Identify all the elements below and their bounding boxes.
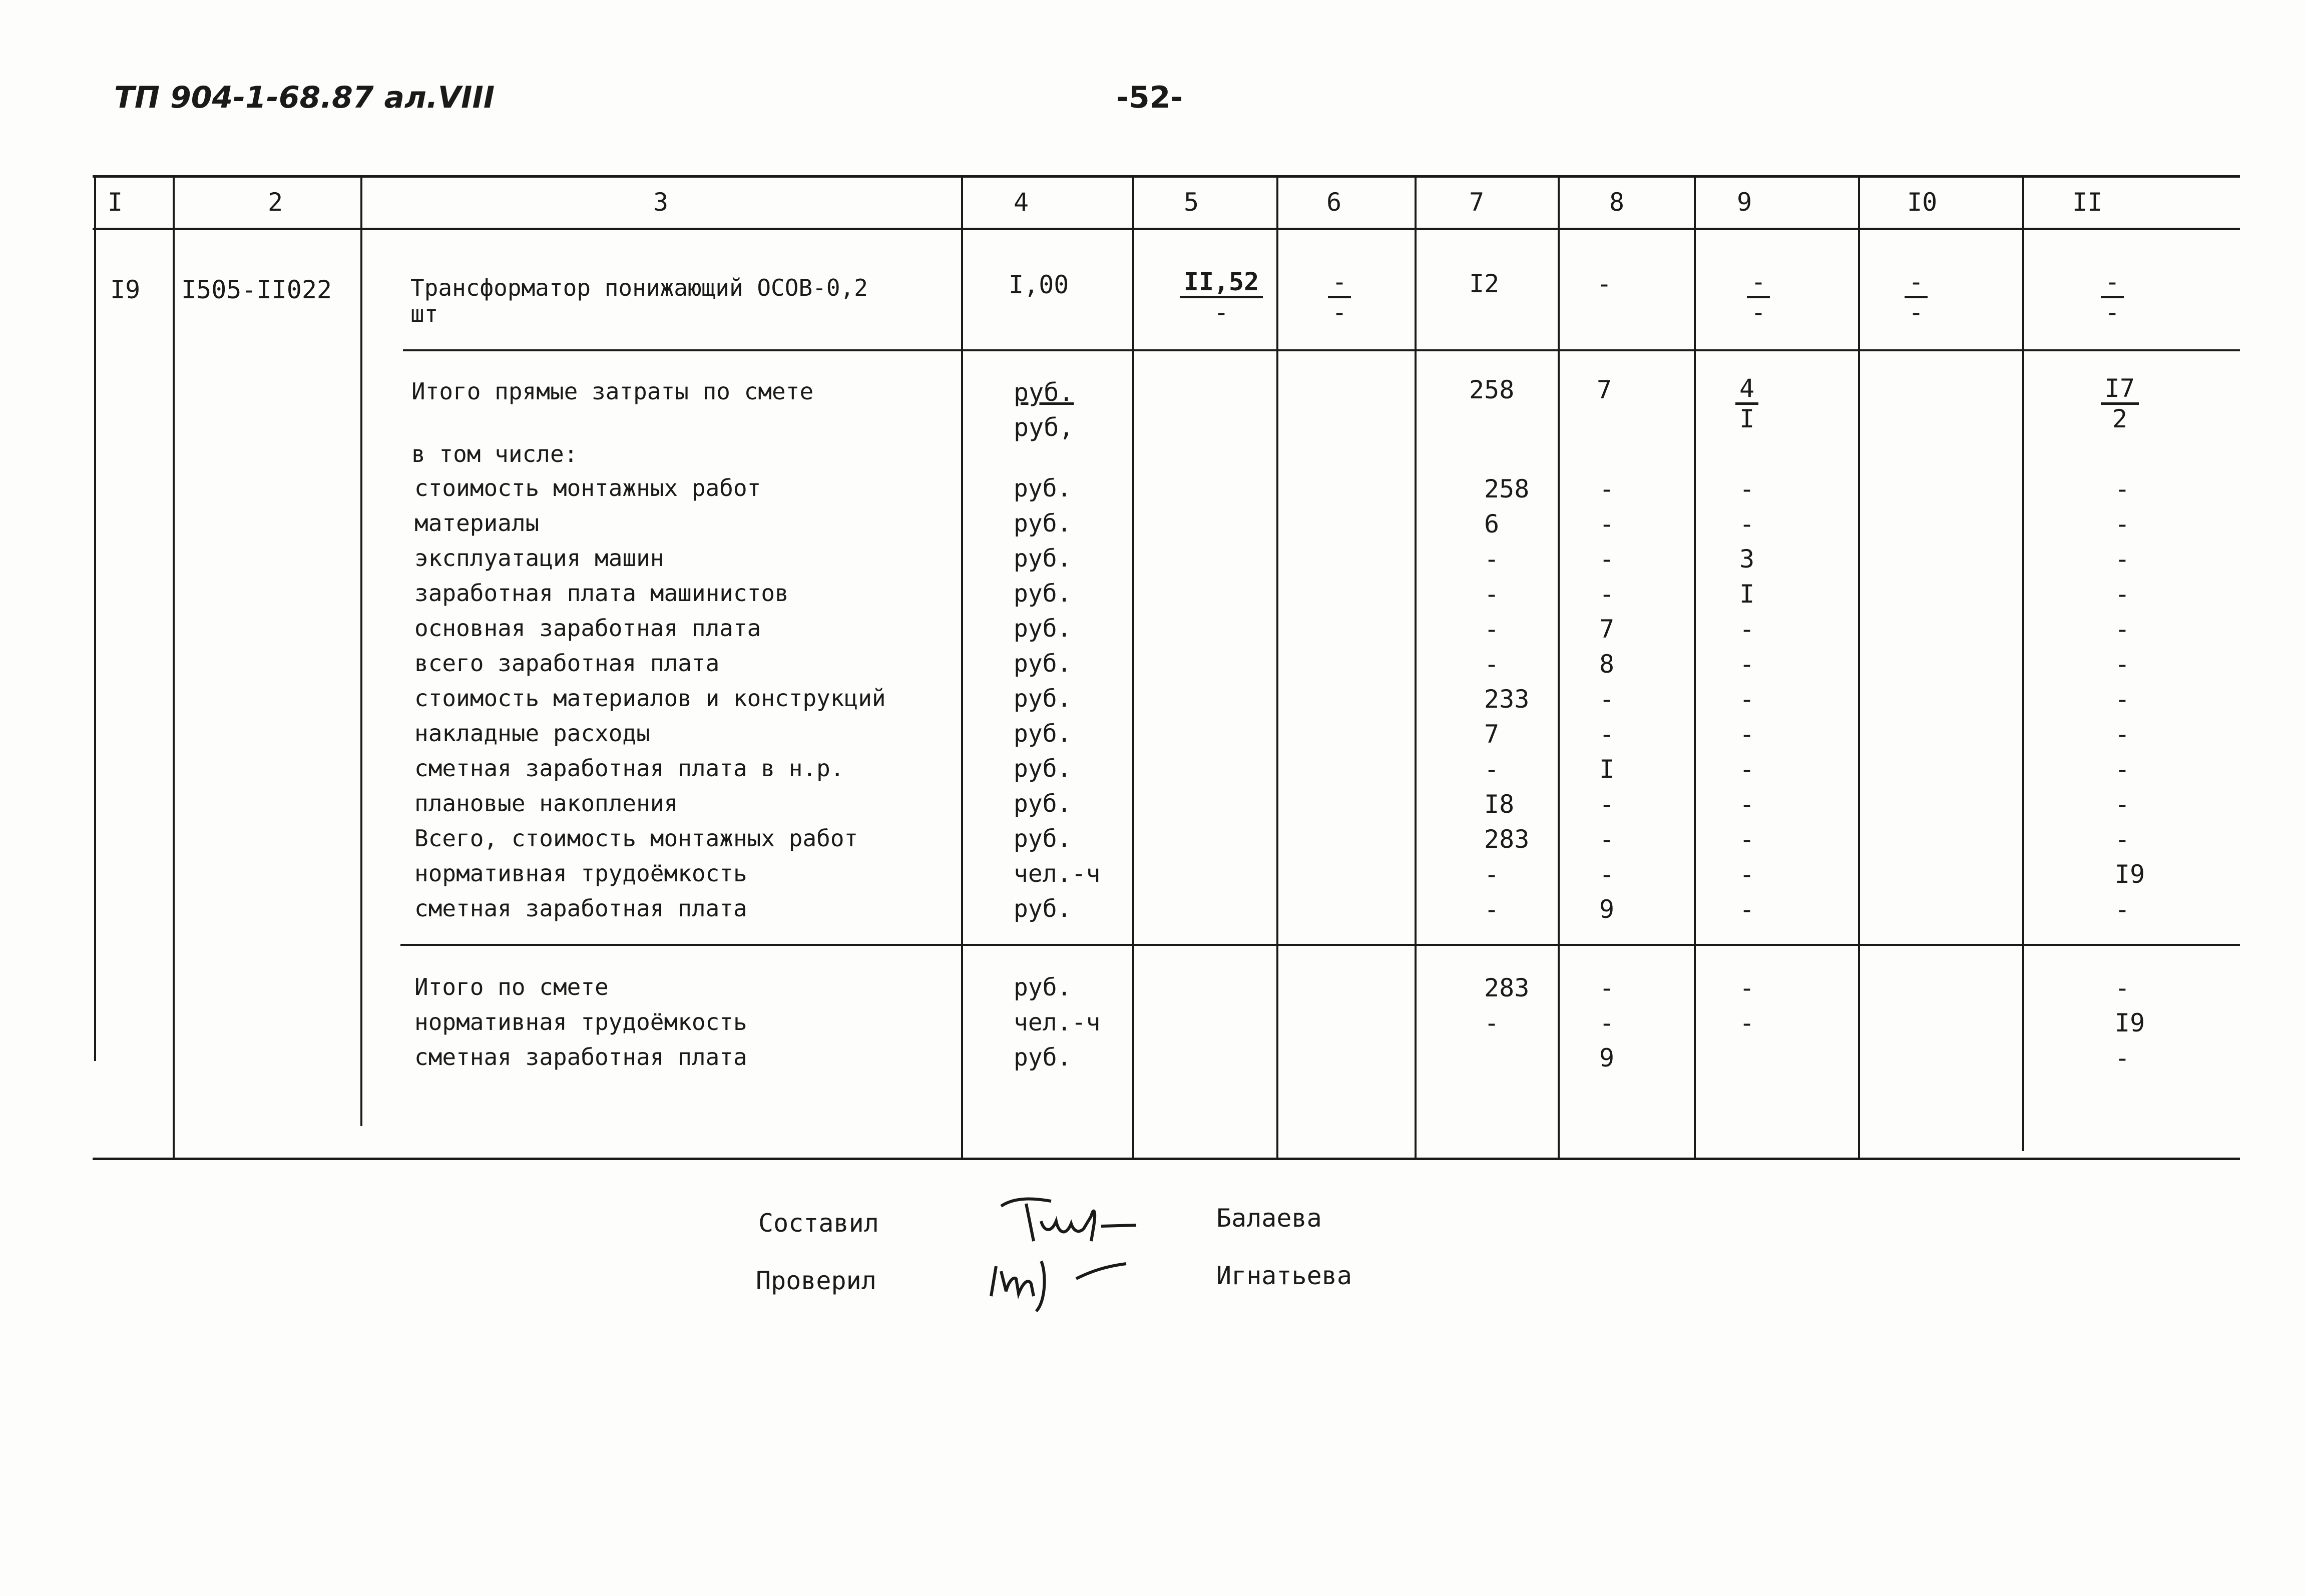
document-code: ТП 904-1-68.87 ал.VIII — [114, 80, 495, 115]
page-number: -52- — [1116, 80, 1183, 115]
col8-value: - — [1597, 269, 1612, 298]
row-label: всего заработная плата — [414, 650, 720, 677]
row-col7: 283 — [1484, 973, 1530, 1002]
row-col8: 9 — [1599, 1043, 1615, 1073]
row-col9: - — [1739, 650, 1755, 679]
including-label: в том числе: — [411, 440, 578, 467]
row-col8: - — [1599, 685, 1615, 714]
item-name: Трансформатор понижающий ОСОВ-0,2 — [410, 274, 868, 301]
row-col7: 283 — [1484, 825, 1530, 854]
row-col7: - — [1484, 1008, 1500, 1037]
row-col9: - — [1739, 973, 1755, 1002]
row-col9: - — [1739, 790, 1755, 819]
compiled-name: Балаева — [1216, 1204, 1322, 1233]
row-col9: I — [1739, 580, 1755, 609]
total-direct-label: Итого прямые затраты по смете — [411, 378, 814, 405]
row-col11: I9 — [2115, 860, 2145, 889]
col6-bottom: - — [1331, 298, 1347, 327]
row-col11: - — [2115, 973, 2130, 1002]
row-label: сметная заработная плата — [414, 1043, 747, 1071]
row-unit: руб. — [1014, 545, 1072, 573]
row-unit: руб. — [1014, 895, 1072, 923]
row-col11: - — [2115, 825, 2130, 854]
compiled-label: Составил — [758, 1209, 879, 1238]
column-number: 6 — [1326, 188, 1342, 217]
col9-bottom: - — [1750, 298, 1766, 327]
row-col8: - — [1599, 1008, 1615, 1037]
row-col8: 9 — [1599, 895, 1615, 924]
row-col11: - — [2115, 474, 2130, 503]
row-label: сметная заработная плата — [414, 895, 747, 922]
row-unit: руб. — [1014, 650, 1072, 678]
column-number: 8 — [1609, 188, 1625, 217]
column-number: 7 — [1469, 188, 1485, 217]
row-col11: - — [2115, 1043, 2130, 1073]
row-col8: - — [1599, 860, 1615, 889]
rate-code: I505-II022 — [181, 275, 332, 304]
total-direct-col11-bottom: 2 — [2112, 404, 2128, 433]
column-number: I — [108, 188, 123, 217]
column-number: 3 — [653, 188, 669, 217]
item-unit: шт — [410, 300, 438, 327]
row-col9: - — [1739, 860, 1755, 889]
row-col7: - — [1484, 860, 1500, 889]
row-label: плановые накопления — [414, 790, 678, 817]
total-direct-unit-2: руб, — [1014, 413, 1074, 442]
row-col9: - — [1739, 1008, 1755, 1037]
row-label: стоимость монтажных работ — [414, 474, 761, 501]
row-label: эксплуатация машин — [414, 545, 664, 572]
column-number: 5 — [1184, 188, 1199, 217]
row-unit: руб. — [1014, 580, 1072, 608]
total-direct-col7: 258 — [1469, 375, 1515, 404]
row-col8: I — [1599, 755, 1615, 784]
row-col7: 233 — [1484, 685, 1530, 714]
row-col7: - — [1484, 895, 1500, 924]
row-col8: - — [1599, 973, 1615, 1002]
total-direct-col9-bottom: I — [1739, 404, 1755, 433]
col11-top: - — [2101, 268, 2124, 298]
row-unit: руб. — [1014, 973, 1072, 1001]
row-col11: - — [2115, 650, 2130, 679]
col5-bottom: - — [1213, 298, 1229, 327]
column-number: 2 — [268, 188, 283, 217]
col11-bottom: - — [2104, 298, 2120, 327]
row-unit: руб. — [1014, 474, 1072, 502]
row-col8: 8 — [1599, 650, 1615, 679]
row-label: заработная плата машинистов — [414, 580, 789, 607]
total-direct-col11 — [2070, 374, 2170, 433]
column-number: I0 — [1907, 188, 1938, 217]
col5-top: II,52 — [1180, 268, 1263, 298]
row-col7: - — [1484, 615, 1500, 644]
row-unit: руб. — [1014, 615, 1072, 643]
row-unit: чел.-ч — [1014, 860, 1101, 888]
row-col11: - — [2115, 509, 2130, 539]
row-col9: - — [1739, 825, 1755, 854]
row-col9: - — [1739, 474, 1755, 503]
row-col7: 6 — [1484, 509, 1500, 539]
column-number: II — [2072, 188, 2103, 217]
row-col7: - — [1484, 580, 1500, 609]
row-col8: - — [1599, 474, 1615, 503]
row-col11: - — [2115, 755, 2130, 784]
row-col7: 7 — [1484, 720, 1500, 749]
row-col11: - — [2115, 720, 2130, 749]
checked-signature-icon — [981, 1241, 1146, 1316]
row-col8: 7 — [1599, 615, 1615, 644]
row-col9: - — [1739, 615, 1755, 644]
row-label: Всего, стоимость монтажных работ — [414, 825, 858, 852]
checked-label: Проверил — [756, 1266, 876, 1295]
col9-fraction — [1708, 268, 1808, 326]
row-col9: - — [1739, 895, 1755, 924]
col10-fraction — [1866, 268, 1966, 326]
row-label: накладные расходы — [414, 720, 650, 747]
col7-value: I2 — [1469, 269, 1500, 298]
row-col7: I8 — [1484, 790, 1515, 819]
row-col8: - — [1599, 790, 1615, 819]
row-col7: 258 — [1484, 474, 1530, 503]
row-col8: - — [1599, 509, 1615, 539]
row-col9: - — [1739, 720, 1755, 749]
row-col11: - — [2115, 685, 2130, 714]
row-col11: I9 — [2115, 1008, 2145, 1037]
column-number: 4 — [1014, 188, 1029, 217]
col9-top: - — [1747, 268, 1770, 298]
row-unit: руб. — [1014, 720, 1072, 748]
col10-top: - — [1905, 268, 1928, 298]
total-direct-col8: 7 — [1597, 375, 1612, 404]
total-direct-col9-top: 4 — [1735, 374, 1758, 405]
row-unit: руб. — [1014, 685, 1072, 713]
col6-top: - — [1328, 268, 1351, 298]
col5-fraction — [1171, 268, 1271, 326]
row-col8: - — [1599, 720, 1615, 749]
row-col11: - — [2115, 580, 2130, 609]
row-col9: - — [1739, 509, 1755, 539]
row-unit: руб. — [1014, 755, 1072, 783]
col11-fraction — [2062, 268, 2162, 326]
row-unit: руб. — [1014, 825, 1072, 853]
row-unit: руб. — [1014, 509, 1072, 538]
row-label: Итого по смете — [414, 973, 609, 1000]
row-col11: - — [2115, 545, 2130, 574]
row-label: материалы — [414, 509, 540, 537]
column-number: 9 — [1737, 188, 1752, 217]
row-unit: руб. — [1014, 790, 1072, 818]
row-col7: - — [1484, 650, 1500, 679]
row-col8: - — [1599, 825, 1615, 854]
row-col7: - — [1484, 755, 1500, 784]
row-col8: - — [1599, 580, 1615, 609]
row-label: стоимость материалов и конструкций — [414, 685, 886, 712]
row-unit: руб. — [1014, 1043, 1072, 1072]
row-label: основная заработная плата — [414, 615, 761, 642]
item-quantity: I,00 — [1009, 270, 1069, 299]
checked-name: Игнатьева — [1216, 1261, 1352, 1290]
col10-bottom: - — [1908, 298, 1924, 327]
row-col11: - — [2115, 790, 2130, 819]
row-label: сметная заработная плата в н.р. — [414, 755, 844, 782]
row-label: нормативная трудоёмкость — [414, 860, 747, 887]
total-direct-col11-top: I7 — [2101, 374, 2139, 405]
row-col9: 3 — [1739, 545, 1755, 574]
col6-fraction — [1289, 268, 1390, 326]
row-col11: - — [2115, 895, 2130, 924]
row-col9: - — [1739, 755, 1755, 784]
row-col7: - — [1484, 545, 1500, 574]
total-direct-col9 — [1697, 374, 1797, 433]
row-label: нормативная трудоёмкость — [414, 1008, 747, 1035]
row-col9: - — [1739, 685, 1755, 714]
position-number: I9 — [110, 275, 141, 304]
row-col11: - — [2115, 615, 2130, 644]
row-col8: - — [1599, 545, 1615, 574]
row-unit: чел.-ч — [1014, 1008, 1101, 1036]
total-direct-unit: руб. — [1014, 378, 1074, 407]
